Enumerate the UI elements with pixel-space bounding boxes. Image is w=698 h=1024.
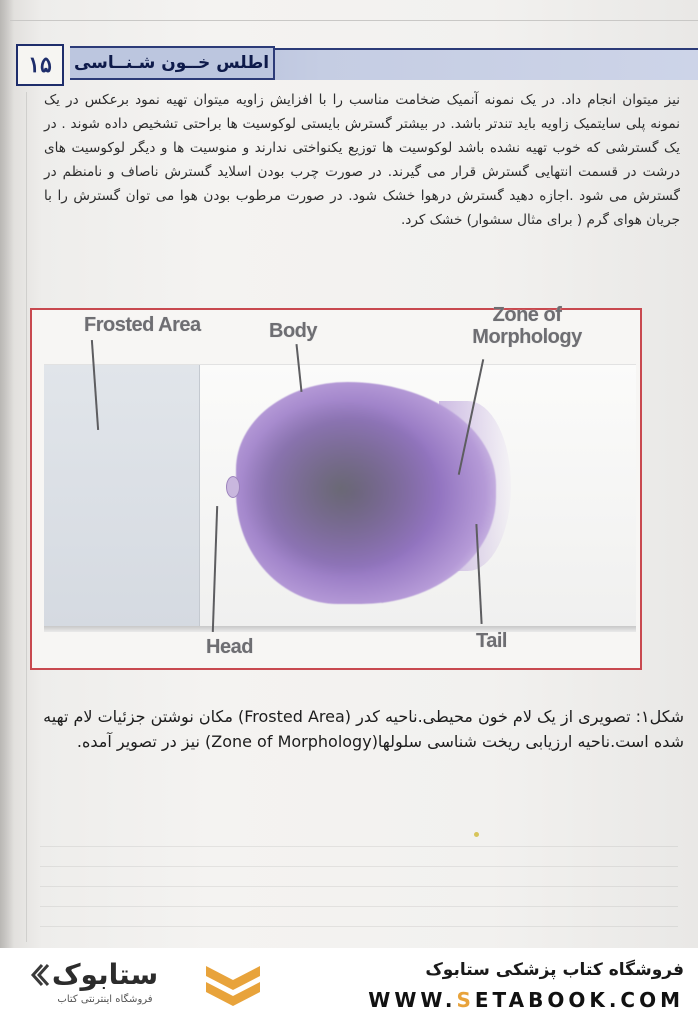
slide-edge [44,626,636,632]
book-title: اطلس خــون شـنــاسی [73,53,270,73]
store-url[interactable] [368,988,684,1012]
blood-smear [236,382,496,604]
label-frosted-area: Frosted Area [84,314,201,336]
smear-head-drop [226,476,240,498]
url-suffix: ETABOOK.COM [474,988,684,1012]
show-through-line [40,886,678,887]
figure-caption: شکل۱: تصویری از یک لام خون محیطی.ناحیه کدر (Frosted Area) مکان نوشتن جزئیات لام تهیه شده است.ناحیه ارزیابی ریخت شناسی سلولها(Zone of Morphology) نیز در تصویر آمده. [43,707,684,751]
store-name: فروشگاه کتاب پزشکی ستابوک [425,960,684,980]
book-chevron-logo-icon [202,960,264,1014]
page-top-rule [10,20,698,21]
margin-rule [26,92,27,942]
header-title-tab [70,46,275,80]
label-body: Body [269,320,317,342]
frosted-area-region [44,365,200,627]
label-zone-line1: Zone of [492,304,562,326]
brand-logo-text: ستابوک [51,958,159,991]
paper-speck [474,832,479,837]
glass-slide [44,365,636,627]
show-through-line [40,846,678,847]
show-through-line [40,866,678,867]
body-paragraph: نیز میتوان انجام داد. در یک نمونه آنمیک ضخامت مناسب را با افزایش زاویه میتوان تهیه نمود برعکس در یک نمونه پلی سایتمیک زاویه باید تندتر باشد. در بیشتر گسترش بایستی لوکوسیت ها براحتی تشخیص داده شوند . در یک گسترشی که خوب تهیه نشده باشد لوکوسیت ها توزیع یکنواختی ندارند و منوسیت ها و دیگر لوکوسیت های درشت در قسمت انتهایی گسترش قرار می گیرند. در صورت چرب بودن اسلاید گسترش ناصاف و نامنظم در گسترش می شود .اجازه دهید گسترش درهوا خشک شود. در صورت مرطوب بودن هوا می توان گسترش را با جریان هوای گرم ( برای مثال سشوار) خشک کرد. [44,92,680,228]
show-through-line [40,926,678,927]
blood-smear-figure [30,304,642,670]
page-number: ۱۵ [16,44,64,86]
show-through-line [40,906,678,907]
url-accent: S [456,988,475,1012]
label-zone-of-morphology [462,304,592,348]
brand-logo-subtitle: فروشگاه اینترنتی کتاب [57,994,153,1005]
label-zone-line2: Morphology [472,326,582,348]
url-prefix: WWW. [368,988,457,1012]
label-tail: Tail [476,630,507,652]
label-head: Head [206,636,253,658]
watermark-footer [0,948,698,1024]
page-header [16,40,698,92]
